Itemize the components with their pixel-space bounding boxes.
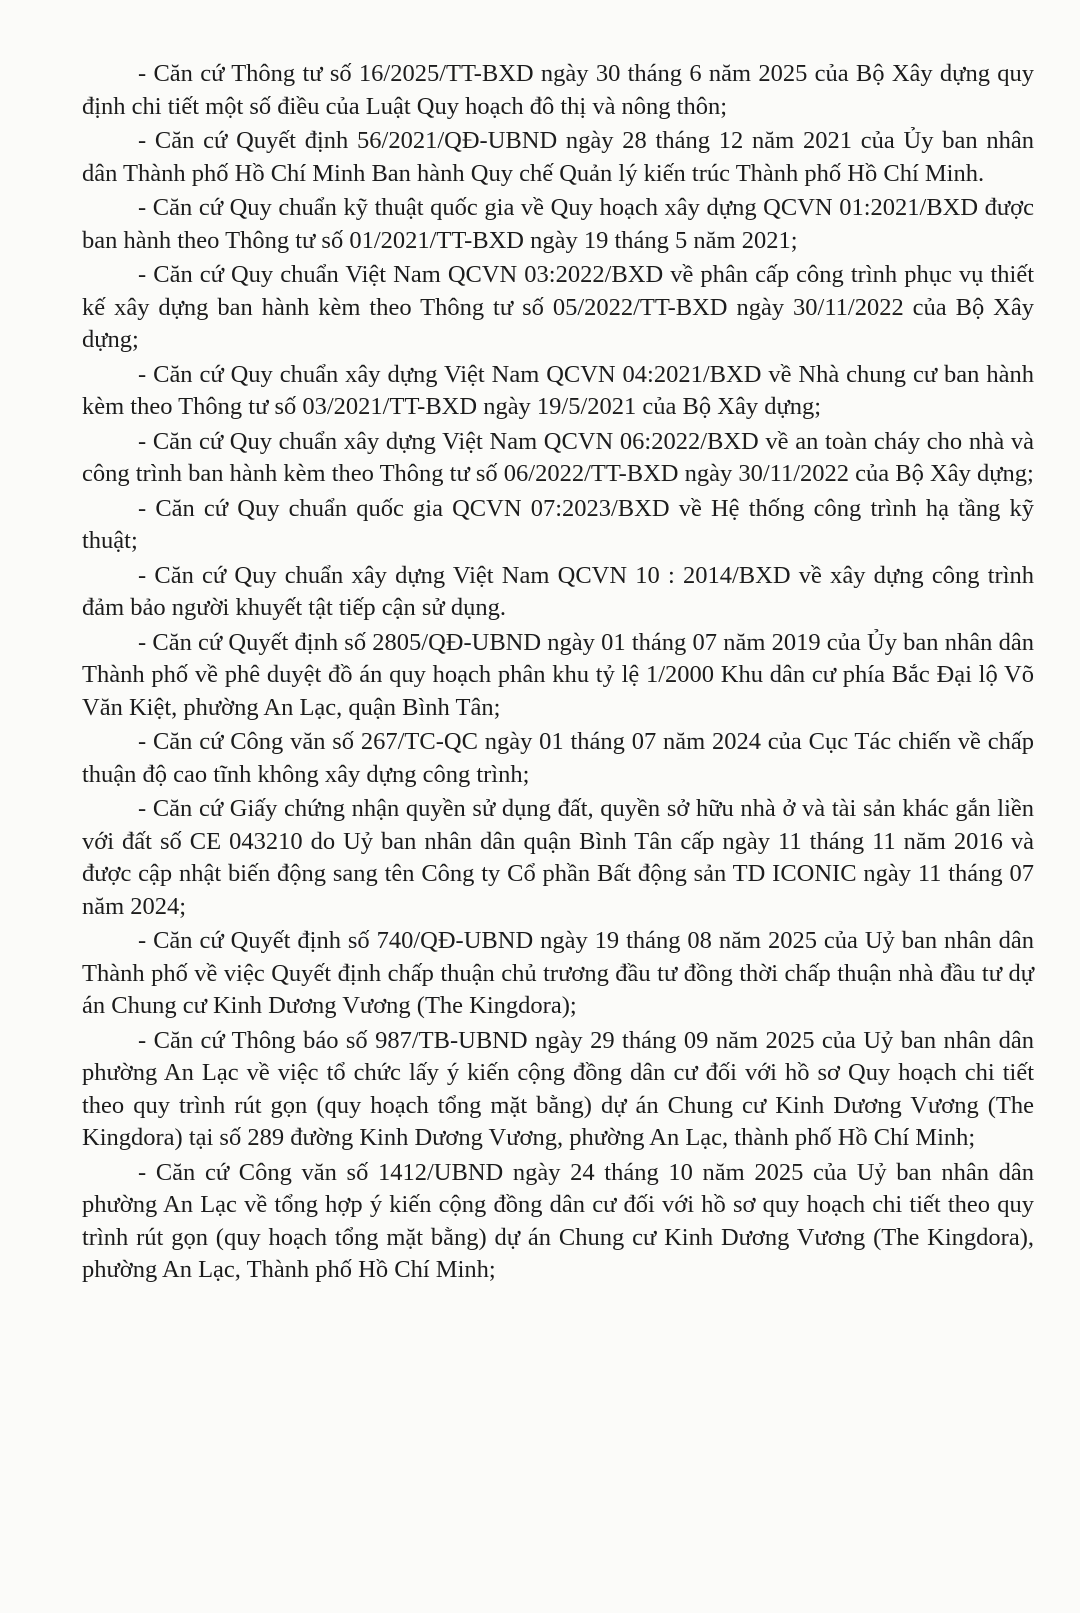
legal-basis-paragraph: - Căn cứ Quyết định số 740/QĐ-UBND ngày 19 tháng 08 năm 2025 của Uỷ ban nhân dân Thành phố về việc Quyết định chấp thuận chủ trương đầu tư đồng thời chấp thuận nhà đầu tư dự án Chung cư Kinh Dương Vương (The Kingdora); [82,927,1034,1019]
legal-basis-paragraph: - Căn cứ Công văn số 267/TC-QC ngày 01 tháng 07 năm 2024 của Cục Tác chiến về chấp thuận độ cao tĩnh không xây dựng công trình; [82,728,1034,788]
legal-basis-paragraph: - Căn cứ Quy chuẩn xây dựng Việt Nam QCVN 06:2022/BXD về an toàn cháy cho nhà và công trình ban hành kèm theo Thông tư số 06/2022/TT-BXD ngày 30/11/2022 của Bộ Xây dựng; [82,427,1034,487]
legal-basis-paragraph: - Căn cứ Quy chuẩn Việt Nam QCVN 03:2022/BXD về phân cấp công trình phục vụ thiết kế xây dựng ban hành kèm theo Thông tư số 05/2022/TT-BXD ngày 30/11/2022 của Bộ Xây dựng; [82,261,1034,353]
legal-basis-paragraph: - Căn cứ Quy chuẩn kỹ thuật quốc gia về Quy hoạch xây dựng QCVN 01:2021/BXD được ban hành theo Thông tư số 01/2021/TT-BXD ngày 19 tháng 5 năm 2021; [82,194,1034,254]
legal-basis-paragraph: - Căn cứ Thông báo số 987/TB-UBND ngày 29 tháng 09 năm 2025 của Uỷ ban nhân dân phường An Lạc về việc tổ chức lấy ý kiến cộng đồng dân cư đối với hồ sơ Quy hoạch chi tiết theo quy trình rút gọn (quy hoạch tổng mặt bằng) dự án Chung cư Kinh Dương Vương (The Kingdora) tại số 289 đường Kinh Dương Vương, phường An Lạc, thành phố Hồ Chí Minh; [82,1026,1034,1151]
legal-basis-paragraph: - Căn cứ Công văn số 1412/UBND ngày 24 tháng 10 năm 2025 của Uỷ ban nhân dân phường An Lạc về tổng hợp ý kiến cộng đồng dân cư đối với hồ sơ quy hoạch chi tiết theo quy trình rút gọn (quy hoạch tổng mặt bằng) dự án Chung cư Kinh Dương Vương (The Kingdora), phường An Lạc, Thành phố Hồ Chí Minh; [82,1158,1034,1283]
legal-basis-paragraph: - Căn cứ Quy chuẩn quốc gia QCVN 07:2023/BXD về Hệ thống công trình hạ tầng kỹ thuật; [82,494,1034,554]
document-body [82,58,1034,1287]
legal-basis-paragraph: - Căn cứ Quy chuẩn xây dựng Việt Nam QCVN 04:2021/BXD về Nhà chung cư ban hành kèm theo Thông tư số 03/2021/TT-BXD ngày 19/5/2021 của Bộ Xây dựng; [82,360,1034,420]
legal-basis-paragraph: - Căn cứ Quyết định số 2805/QĐ-UBND ngày 01 tháng 07 năm 2019 của Ủy ban nhân dân Thành phố về phê duyệt đồ án quy hoạch phân khu tỷ lệ 1/2000 Khu dân cư phía Bắc Đại lộ Võ Văn Kiệt, phường An Lạc, quận Bình Tân; [82,628,1034,721]
legal-basis-paragraph: - Căn cứ Giấy chứng nhận quyền sử dụng đất, quyền sở hữu nhà ở và tài sản khác gắn liền với đất số CE 043210 do Uỷ ban nhân dân quận Bình Tân cấp ngày 11 tháng 11 năm 2016 và được cập nhật biến động sang tên Công ty Cổ phần Bất động sản TD ICONIC ngày 11 tháng 07 năm 2024; [82,795,1034,920]
legal-basis-paragraph: - Căn cứ Quy chuẩn xây dựng Việt Nam QCVN 10 : 2014/BXD về xây dựng công trình đảm bảo người khuyết tật tiếp cận sử dụng. [82,561,1034,621]
legal-basis-paragraph: - Căn cứ Thông tư số 16/2025/TT-BXD ngày 30 tháng 6 năm 2025 của Bộ Xây dựng quy định chi tiết một số điều của Luật Quy hoạch đô thị và nông thôn; [82,60,1034,120]
legal-basis-paragraph: - Căn cứ Quyết định 56/2021/QĐ-UBND ngày 28 tháng 12 năm 2021 của Ủy ban nhân dân Thành phố Hồ Chí Minh Ban hành Quy chế Quản lý kiến trúc Thành phố Hồ Chí Minh. [82,127,1034,187]
